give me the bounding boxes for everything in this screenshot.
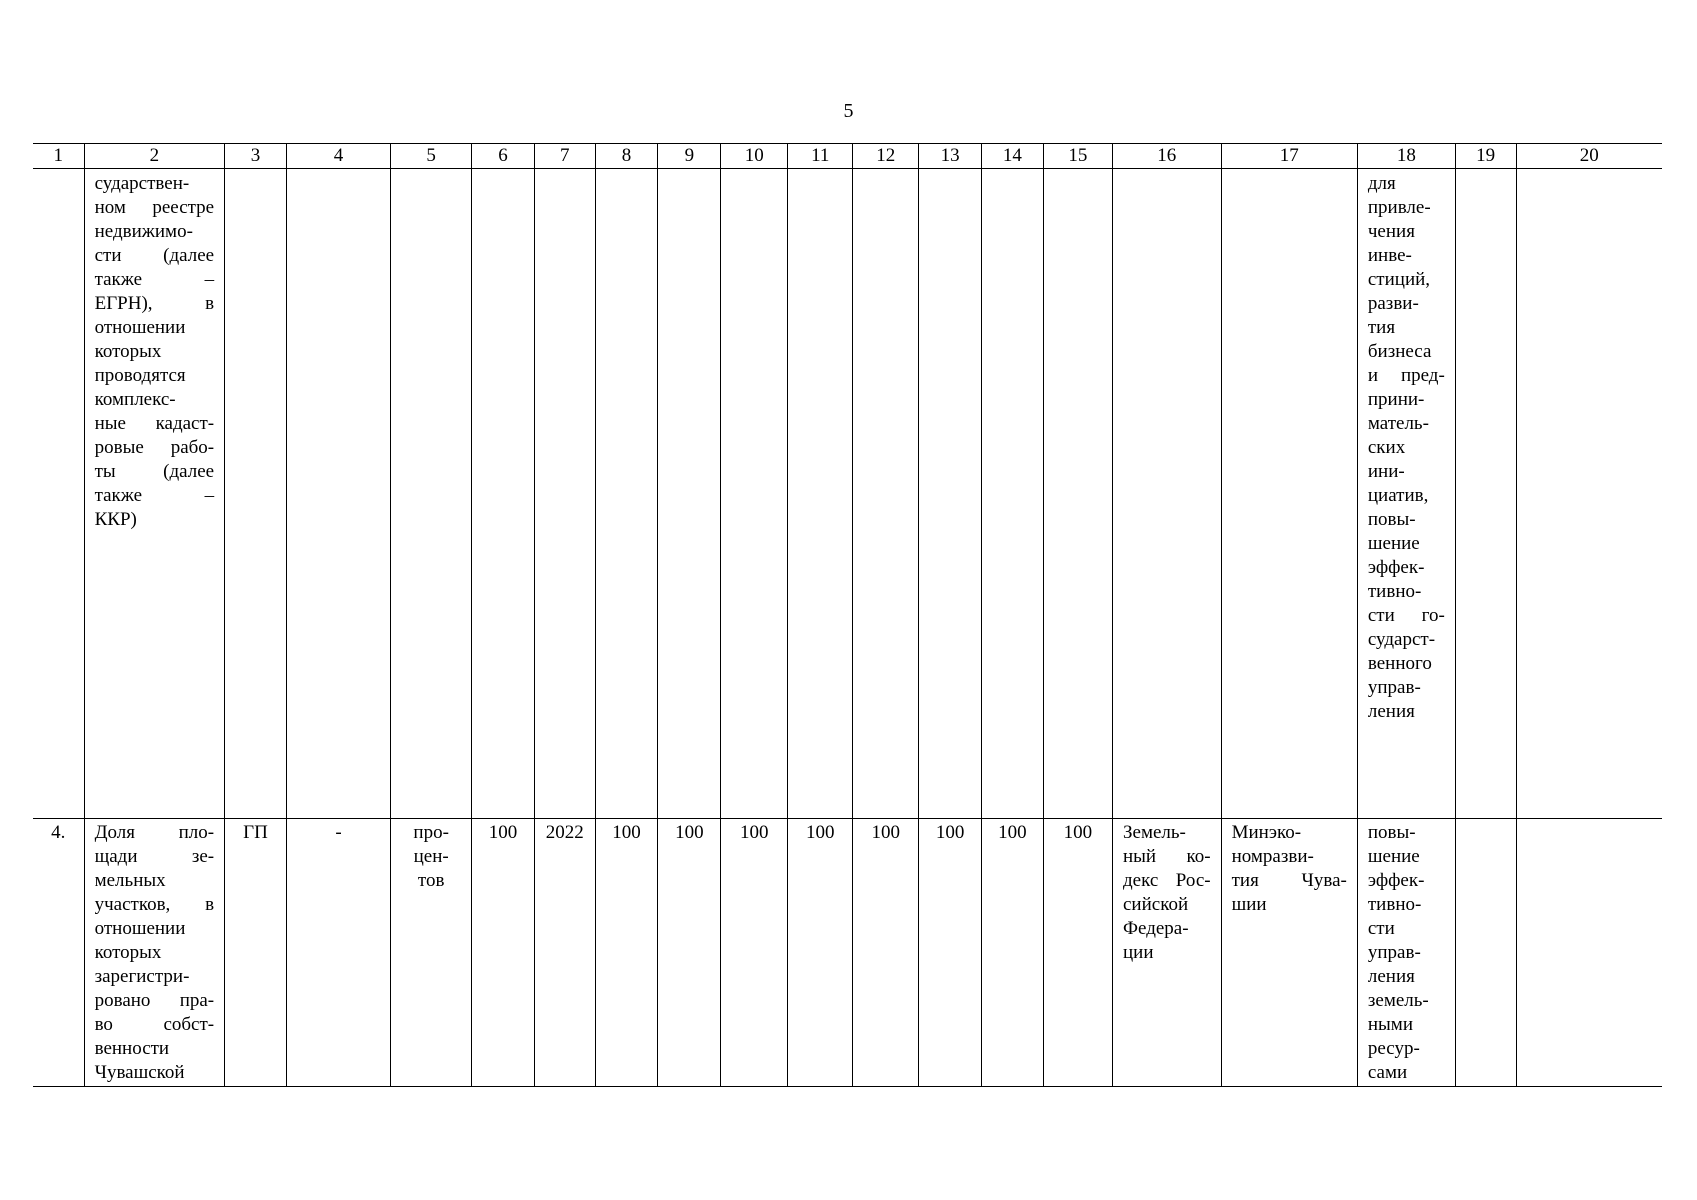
column-header: 4 — [286, 144, 390, 169]
cell-text-line: отношении — [94, 317, 186, 338]
cell-text-line: венного — [1367, 653, 1432, 674]
column-header: 2 — [84, 144, 225, 169]
cell-text-line: тивно- — [1367, 581, 1422, 602]
cell-text-line: матель- — [1367, 413, 1429, 434]
cell-value: 100 — [472, 819, 535, 1087]
cell-text-line: сами — [1367, 1062, 1408, 1083]
cell-text-line: управ- — [1367, 942, 1421, 963]
column-header: 13 — [919, 144, 982, 169]
cell-text-line: бизнеса — [1367, 341, 1432, 362]
column-header: 16 — [1113, 144, 1222, 169]
cell-text-line: сударст- — [1367, 629, 1436, 650]
column-header: 18 — [1357, 144, 1455, 169]
cell-value: 100 — [982, 819, 1044, 1087]
indicators-table — [33, 143, 1662, 1087]
cell-text-line: сийской — [1123, 894, 1189, 915]
cell-text-line: сударствен- — [94, 173, 190, 194]
cell-text-line: декс Рос- — [1123, 870, 1211, 891]
column-header: 1 — [33, 144, 84, 169]
cell-text-line: ции — [1123, 942, 1154, 963]
cell-text-line: тия — [1367, 317, 1396, 338]
cell-text-line: ными — [1367, 1014, 1413, 1035]
cell-text-line: ления — [1367, 701, 1415, 722]
cell-text-line: Земель- — [1123, 822, 1186, 843]
cell-text-line: зарегистри- — [94, 966, 190, 987]
cell-text-line: проводятся — [94, 365, 186, 386]
unit-cell — [391, 819, 472, 1087]
column-header: 9 — [658, 144, 721, 169]
cell-text-line: ских — [1367, 437, 1406, 458]
cell-text-line: управ- — [1367, 677, 1421, 698]
cell-text-line: сти (далее — [94, 245, 215, 266]
legal-basis-cell — [1113, 819, 1222, 1087]
cell-text-line: ровано пра- — [94, 990, 215, 1011]
cell-text-line: инве- — [1367, 245, 1412, 266]
cell-text-line: разви- — [1367, 293, 1419, 314]
column-header: 10 — [721, 144, 788, 169]
purpose-cell — [1357, 819, 1455, 1087]
indicator-type: ГП — [225, 819, 287, 1087]
cell-text-line: шение — [1367, 533, 1420, 554]
column-header: 11 — [788, 144, 853, 169]
column-header: 7 — [534, 144, 595, 169]
column-header: 19 — [1455, 144, 1516, 169]
cell-text-line: эффек- — [1367, 870, 1425, 891]
indicator-name-cell — [84, 169, 225, 819]
column-header: 5 — [391, 144, 472, 169]
cell-text-line: ЕГРН), в — [94, 293, 215, 314]
cell-text-line: венности — [94, 1038, 170, 1059]
cell-text-line: сти го- — [1367, 605, 1445, 626]
cell-text-line: тия Чува- — [1231, 870, 1347, 891]
cell-text-line: цен- — [413, 846, 449, 867]
column-header: 14 — [982, 144, 1044, 169]
cell-text-line: которых — [94, 942, 162, 963]
cell-text-line: шии — [1231, 894, 1267, 915]
column-header: 6 — [472, 144, 535, 169]
cell-text-line: Чувашской — [94, 1062, 185, 1083]
column-header: 15 — [1043, 144, 1112, 169]
cell-text-line: недвижимо- — [94, 221, 193, 242]
cell-text-line: ровые рабо- — [94, 437, 215, 458]
cell-text-line: во собст- — [94, 1014, 215, 1035]
cell-text-line: Федера- — [1123, 918, 1189, 939]
cell-value: 100 — [1043, 819, 1112, 1087]
cell-text-line: сти — [1367, 918, 1395, 939]
page-number: 5 — [843, 100, 854, 122]
cell-text-line: также – — [94, 485, 215, 506]
cell-text-line: ном реестре — [94, 197, 215, 218]
cell-value: 100 — [658, 819, 721, 1087]
cell-text-line: также – — [94, 269, 215, 290]
cell-text-line: ККР) — [94, 509, 137, 530]
table-row — [33, 169, 1662, 819]
column-header: 8 — [595, 144, 658, 169]
cell-text-line: для — [1367, 173, 1396, 194]
cell-num — [33, 169, 84, 819]
cell-text-line: повы- — [1367, 822, 1416, 843]
cell-year: 2022 — [534, 819, 595, 1087]
cell-text-line: тов — [417, 870, 445, 891]
indicator-name-cell — [84, 819, 225, 1087]
cell-value: 100 — [919, 819, 982, 1087]
row-number: 4. — [33, 819, 84, 1087]
cell-value: 100 — [595, 819, 658, 1087]
cell-text-line: ты (далее — [94, 461, 215, 482]
cell-text-line: отношении — [94, 918, 186, 939]
cell-text-line: земель- — [1367, 990, 1429, 1011]
cell-text-line: повы- — [1367, 509, 1416, 530]
cell-text-line: участков, в — [94, 894, 215, 915]
cell-text-line: мельных — [94, 870, 166, 891]
cell-text-line: чения — [1367, 221, 1415, 242]
cell-text-line: привле- — [1367, 197, 1431, 218]
cell-value: 100 — [721, 819, 788, 1087]
cell-value: 100 — [853, 819, 919, 1087]
column-header: 20 — [1516, 144, 1662, 169]
cell-value: 100 — [788, 819, 853, 1087]
cell-text-line: эффек- — [1367, 557, 1425, 578]
cell-text-line: шение — [1367, 846, 1420, 867]
purpose-cell — [1357, 169, 1455, 819]
column-header: 3 — [225, 144, 287, 169]
cell-value: - — [286, 819, 390, 1087]
cell-text-line: номразви- — [1231, 846, 1314, 867]
cell-text-line: ления — [1367, 966, 1415, 987]
cell-text-line: ные кадаст- — [94, 413, 215, 434]
cell-text-line: и пред- — [1367, 365, 1445, 386]
cell-text-line: тивно- — [1367, 894, 1422, 915]
responsible-cell — [1221, 819, 1357, 1087]
cell-text-line: про- — [413, 822, 449, 843]
cell-text-line: стиций, — [1367, 269, 1431, 290]
cell-text-line: Минэко- — [1231, 822, 1302, 843]
table-row — [33, 819, 1662, 1087]
cell-text-line: ный ко- — [1123, 846, 1211, 867]
header-row — [33, 144, 1662, 169]
cell-text-line: которых — [94, 341, 162, 362]
column-header: 17 — [1221, 144, 1357, 169]
cell-text-line: щади зе- — [94, 846, 215, 867]
cell-text-line: прини- — [1367, 389, 1425, 410]
cell-text-line: циатив, — [1367, 485, 1429, 506]
column-header: 12 — [853, 144, 919, 169]
cell-text-line: Доля пло- — [94, 822, 215, 843]
cell-text-line: комплекс- — [94, 389, 176, 410]
cell-text-line: ини- — [1367, 461, 1405, 482]
cell-text-line: ресур- — [1367, 1038, 1420, 1059]
